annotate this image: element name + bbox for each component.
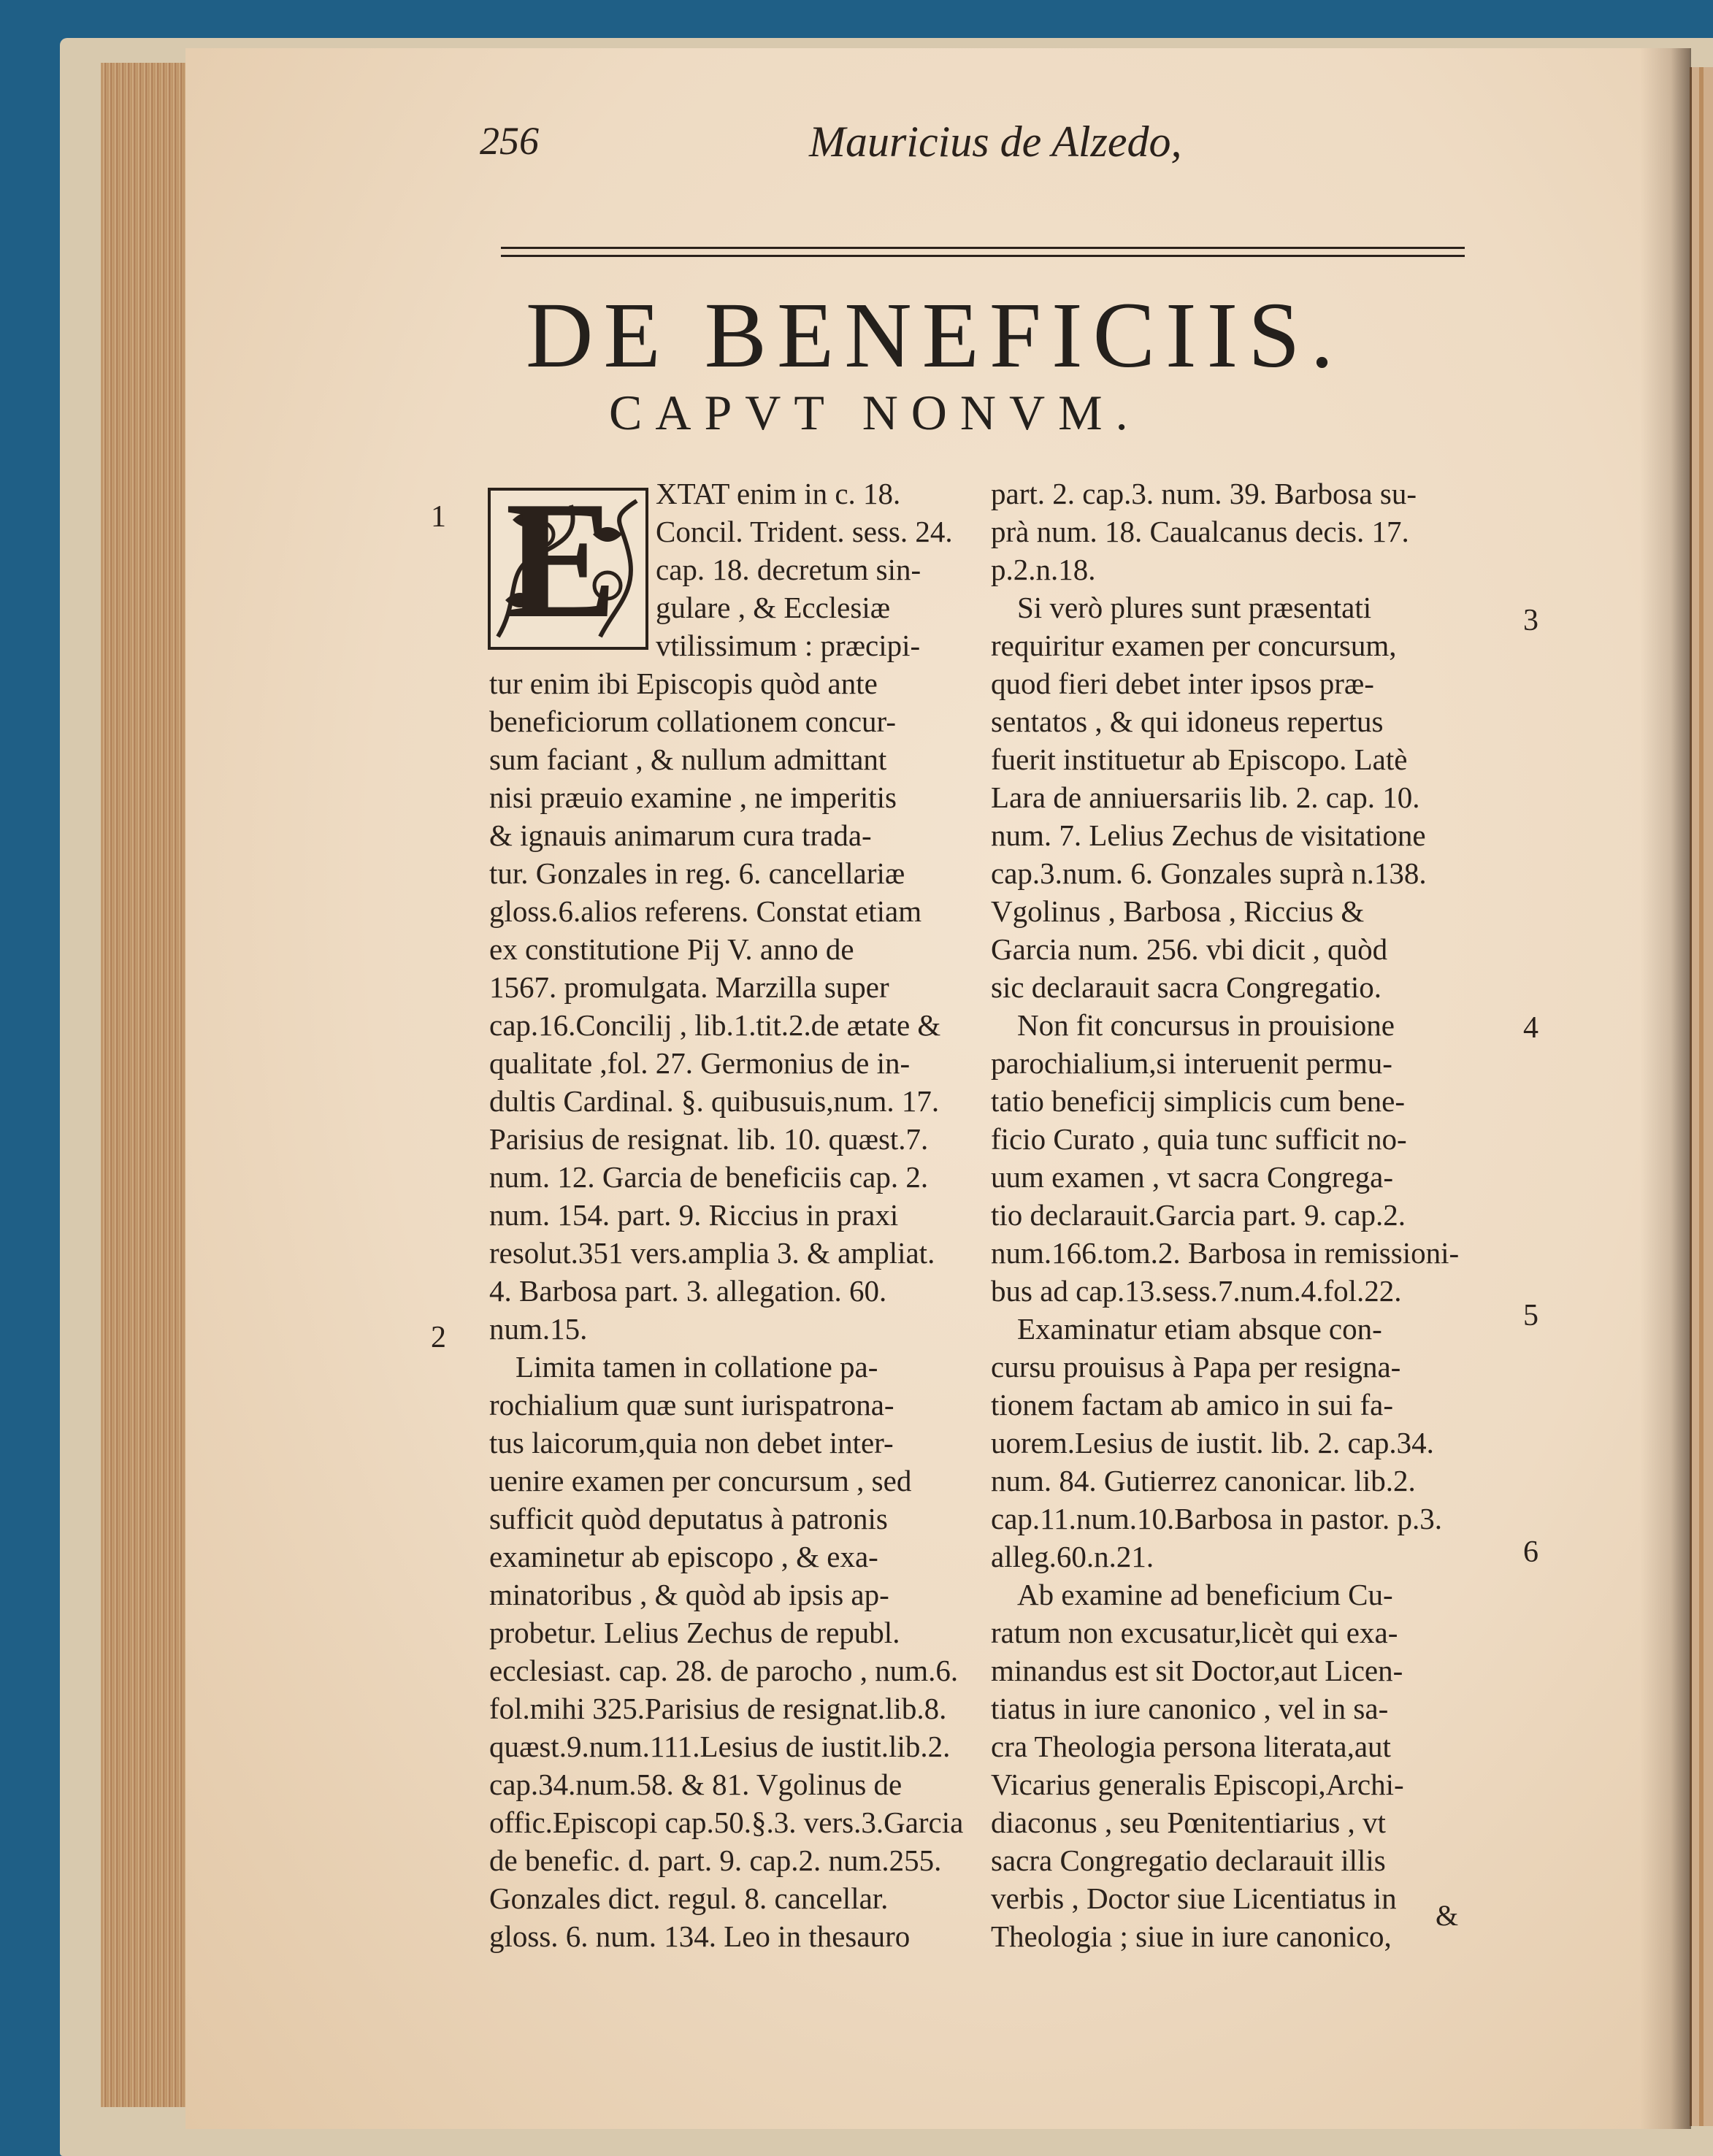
right-text-column xyxy=(991,475,1459,1955)
text-line: Parisius de resignat. lib. 10. quæst.7. xyxy=(489,1122,929,1156)
text-line: nisi præuio examine , ne imperitis xyxy=(489,780,897,814)
text-line: num. 84. Gutierrez canonicar. lib.2. xyxy=(991,1464,1416,1497)
initial-letter: E xyxy=(505,488,618,650)
margin-number: 3 xyxy=(1523,604,1538,637)
text-line: tur. Gonzales in reg. 6. cancellariæ xyxy=(489,856,905,890)
text-line: fuerit instituetur ab Episcopo. Latè xyxy=(991,743,1408,776)
text-line: Garcia num. 256. vbi dicit , quòd xyxy=(991,932,1388,966)
text-line: Vgolinus , Barbosa , Riccius & xyxy=(991,894,1365,928)
text-line: Theologia ; siue in iure canonico, xyxy=(991,1919,1392,1953)
text-line: rochialium quæ sunt iurispatrona- xyxy=(489,1388,894,1422)
running-head: Mauricius de Alzedo, xyxy=(809,118,1182,166)
text-line: qualitate ,fol. 27. Germonius de in- xyxy=(489,1046,911,1080)
text-line: Si verò plures sunt præsentati xyxy=(1017,591,1372,624)
text-line: tus laicorum,quia non debet inter- xyxy=(489,1426,894,1459)
text-line: tio declarauit.Garcia part. 9. cap.2. xyxy=(991,1198,1406,1232)
text-line: tur enim ibi Episcopis quòd ante xyxy=(489,667,878,700)
text-line: prà num. 18. Caualcanus decis. 17. xyxy=(991,515,1409,548)
text-line: gulare , & Ecclesiæ xyxy=(656,591,891,624)
catchword: & xyxy=(1436,1899,1459,1932)
gutter-shadow xyxy=(1640,48,1691,2129)
text-line: fol.mihi 325.Parisius de resignat.lib.8. xyxy=(489,1692,947,1725)
text-line: cap. 18. decretum sin- xyxy=(656,553,921,586)
text-line: de benefic. d. part. 9. cap.2. num.255. xyxy=(489,1844,942,1877)
facing-page-edge xyxy=(1690,67,1713,2126)
text-line: uum examen , vt sacra Congrega- xyxy=(991,1160,1394,1194)
text-line: num. 12. Garcia de beneficiis cap. 2. xyxy=(489,1160,929,1194)
text-line: probetur. Lelius Zechus de republ. xyxy=(489,1616,900,1649)
text-line: ratum non excusatur,licèt qui exa- xyxy=(991,1616,1398,1649)
margin-number: 5 xyxy=(1523,1299,1538,1332)
text-line: num.15. xyxy=(489,1312,588,1346)
text-line: ecclesiast. cap. 28. de parocho , num.6. xyxy=(489,1654,959,1687)
text-line: vtilissimum : præcipi- xyxy=(656,629,921,662)
text-line: examinetur ab episcopo , & exa- xyxy=(489,1540,878,1573)
text-line: & ignauis animarum cura trada- xyxy=(489,818,872,852)
text-line: dultis Cardinal. §. quibusuis,num. 17. xyxy=(489,1084,940,1118)
text-line: tatio beneficij simplicis cum bene- xyxy=(991,1084,1405,1118)
page-edges xyxy=(101,63,191,2107)
text-line: cursu prouisus à Papa per resigna- xyxy=(991,1350,1401,1384)
text-line: tiatus in iure canonico , vel in sa- xyxy=(991,1692,1389,1725)
text-line: 1567. promulgata. Marzilla super xyxy=(489,970,889,1004)
left-text-column xyxy=(489,475,963,1955)
text-line: cap.3.num. 6. Gonzales suprà n.138. xyxy=(991,856,1427,890)
text-line: uenire examen per concursum , sed xyxy=(489,1464,912,1497)
text-line: sentatos , & qui idoneus repertus xyxy=(991,705,1384,738)
text-line: Gonzales dict. regul. 8. cancellar. xyxy=(489,1881,889,1915)
text-line: Limita tamen in collatione pa- xyxy=(516,1350,878,1384)
text-line: resolut.351 vers.amplia 3. & ampliat. xyxy=(489,1236,935,1270)
text-line: requiritur examen per concursum, xyxy=(991,629,1397,662)
text-line: alleg.60.n.21. xyxy=(991,1540,1154,1573)
header-rule xyxy=(501,247,1465,257)
text-line: cra Theologia persona literata,aut xyxy=(991,1730,1391,1763)
text-line: verbis , Doctor siue Licentiatus in xyxy=(991,1881,1397,1915)
margin-number: 1 xyxy=(431,500,446,534)
text-line: Vicarius generalis Episcopi,Archi- xyxy=(991,1768,1404,1801)
text-line: 4. Barbosa part. 3. allegation. 60. xyxy=(489,1274,887,1308)
text-line: gloss.6.alios referens. Constat etiam xyxy=(489,894,922,928)
text-line: cap.11.num.10.Barbosa in pastor. p.3. xyxy=(991,1502,1442,1535)
text-line: gloss. 6. num. 134. Leo in thesauro xyxy=(489,1919,911,1953)
text-line: ficio Curato , quia tunc sufficit no- xyxy=(991,1122,1407,1156)
text-line: num. 7. Lelius Zechus de visitatione xyxy=(991,818,1426,852)
text-line: parochialium,si interuenit permu- xyxy=(991,1046,1392,1080)
text-line: cap.16.Concilij , lib.1.tit.2.de ætate & xyxy=(489,1008,941,1042)
text-line: Concil. Trident. sess. 24. xyxy=(656,515,953,548)
text-line: sacra Congregatio declarauit illis xyxy=(991,1844,1386,1877)
text-line: Examinatur etiam absque con- xyxy=(1017,1312,1382,1346)
page-number: 256 xyxy=(480,119,539,163)
text-line: XTAT enim in c. 18. xyxy=(656,477,901,510)
text-line: ex constitutione Pij V. anno de xyxy=(489,932,854,966)
text-line: p.2.n.18. xyxy=(991,553,1096,586)
text-line: Non fit concursus in prouisione xyxy=(1017,1008,1395,1042)
text-line: Ab examine ad beneficium Cu- xyxy=(1017,1578,1393,1611)
text-line: minatoribus , & quòd ab ipsis ap- xyxy=(489,1578,889,1611)
text-line: sum faciant , & nullum admittant xyxy=(489,743,887,776)
margin-number: 6 xyxy=(1523,1535,1538,1569)
text-line: uorem.Lesius de iustit. lib. 2. cap.34. xyxy=(991,1426,1434,1459)
text-line: bus ad cap.13.sess.7.num.4.fol.22. xyxy=(991,1274,1402,1308)
margin-number: 2 xyxy=(431,1321,446,1354)
text-line: tionem factam ab amico in sui fa- xyxy=(991,1388,1394,1422)
chapter-title: DE BENEFICIIS. xyxy=(526,283,1344,387)
text-line: beneficiorum collationem concur- xyxy=(489,705,897,738)
text-line: diaconus , seu Pœnitentiarius , vt xyxy=(991,1806,1386,1839)
text-line: quæst.9.num.111.Lesius de iustit.lib.2. xyxy=(489,1730,951,1763)
text-line: cap.34.num.58. & 81. Vgolinus de xyxy=(489,1768,903,1801)
text-line: num.166.tom.2. Barbosa in remissioni- xyxy=(991,1236,1460,1270)
text-line: num. 154. part. 9. Riccius in praxi xyxy=(489,1198,899,1232)
text-line: quod fieri debet inter ipsos præ- xyxy=(991,667,1374,700)
text-line: Lara de anniuersariis lib. 2. cap. 10. xyxy=(991,780,1420,814)
text-line: sic declarauit sacra Congregatio. xyxy=(991,970,1382,1004)
chapter-subtitle: CAPVT NONVM. xyxy=(609,385,1141,440)
text-line: minandus est sit Doctor,aut Licen- xyxy=(991,1654,1403,1687)
text-line: part. 2. cap.3. num. 39. Barbosa su- xyxy=(991,477,1417,510)
margin-number: 4 xyxy=(1523,1011,1538,1045)
text-line: sufficit quòd deputatus à patronis xyxy=(489,1502,888,1535)
text-line: offic.Episcopi cap.50.§.3. vers.3.Garcia xyxy=(489,1806,964,1839)
